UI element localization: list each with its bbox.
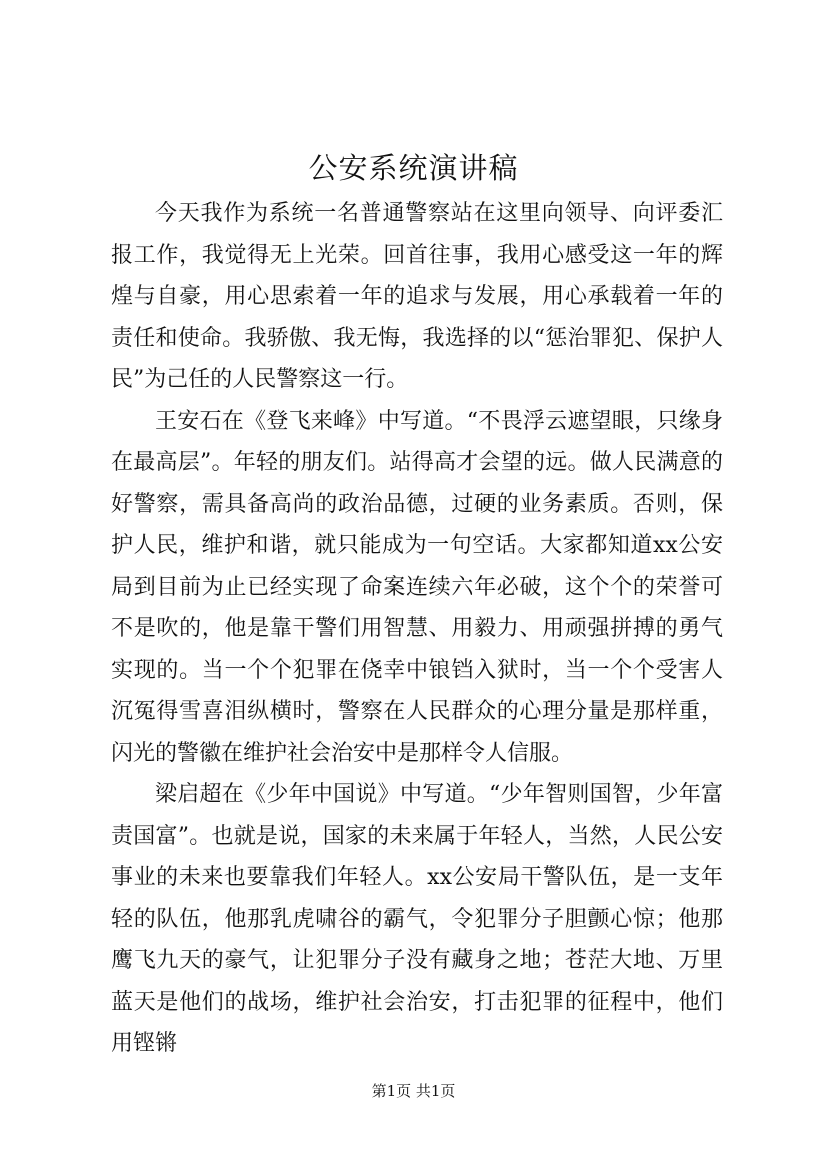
document-body <box>111 193 723 1065</box>
paragraph-2: 王安石在《登飞来峰》中写道。“不畏浮云遮望眼，只缘身在最高层”。年轻的朋友们。站得高才会望的远。做人民满意的好警察，需具备高尚的政治品德，过硬的业务素质。否则，保护人民，维护和谐，就只能成为一句空话。大家都知道xx公安局到目前为止已经实现了命案连续六年必破，这个个的荣誉可不是吹的，他是靠干警们用智慧、用毅力、用顽强拼搏的勇气实现的。当一个个犯罪在侥幸中锒铛入狱时，当一个个受害人沉冤得雪喜泪纵横时，警察在人民群众的心理分量是那样重，闪光的警徽在维护社会治安中是那样令人信服。 <box>111 408 723 766</box>
document-title: 公安系统演讲稿 <box>308 151 519 185</box>
paragraph-1: 今天我作为系统一名普通警察站在这里向领导、向评委汇报工作，我觉得无上光荣。回首往事，我用心感受这一年的辉煌与自豪，用心思索着一年的追求与发展，用心承载着一年的责任和使命。我骄傲、我无悔，我选择的以“惩治罪犯、保护人民”为己任的人民警察这一行。 <box>111 201 723 392</box>
page-footer: 第1页 共1页 <box>371 1082 456 1100</box>
paragraph-3: 梁启超在《少年中国说》中写道。“少年智则国智，少年富责国富”。也就是说，国家的未来属于年轻人，当然，人民公安事业的未来也要靠我们年轻人。xx公安局干警队伍，是一支年轻的队伍，他那乳虎啸谷的霸气，令犯罪分子胆颤心惊；他那鹰飞九天的豪气，让犯罪分子没有藏身之地；苍茫大地、万里蓝天是他们的战场，维护社会治安，打击犯罪的征程中，他们用铿锵 <box>111 782 723 1056</box>
